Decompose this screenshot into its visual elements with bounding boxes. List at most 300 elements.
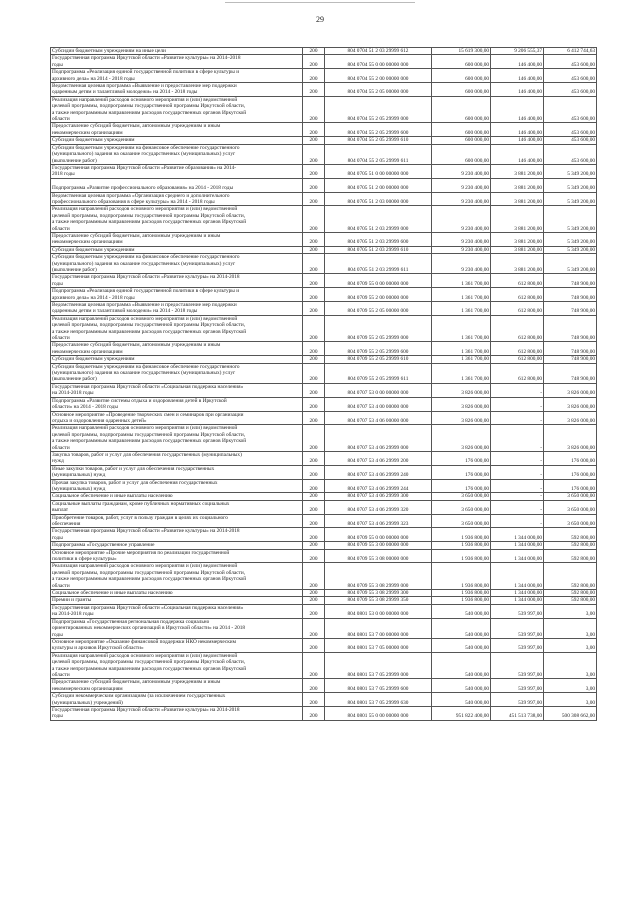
cell-department-code: 200 [303, 48, 325, 55]
cell-unexecuted-amount: 5 349 200,00 [544, 232, 597, 246]
cell-department-code: 200 [303, 514, 325, 528]
cell-approved-amount: 3 826 000,00 [432, 425, 491, 452]
cell-approved-amount: 1 361 700,00 [432, 363, 491, 383]
table-row [51, 542, 597, 549]
cell-unexecuted-amount: 3 650 000,00 [544, 500, 597, 514]
cell-executed-amount: 3 881 200,00 [491, 178, 544, 192]
cell-department-code: 200 [303, 638, 325, 652]
cell-executed-amount: 1 344 000,00 [491, 590, 544, 597]
cell-department-code: 200 [303, 144, 325, 164]
cell-unexecuted-amount: 453 600,00 [544, 144, 597, 164]
cell-executed-amount: 612 800,00 [491, 302, 544, 316]
cell-budget-classification-code: 804 0801 53 7 05 29999 630 [325, 693, 432, 707]
cell-department-code: 200 [303, 178, 325, 192]
cell-approved-amount: 9 230 400,00 [432, 178, 491, 192]
cell-department-code: 200 [303, 479, 325, 493]
cell-description: Ведомственная целевая программа «Выявление и предоставление мер поддержки одаренным детям и талантливой молодежи» на 2014 - 2018 годы [51, 302, 303, 316]
cell-department-code: 200 [303, 563, 325, 590]
cell-approved-amount: 540 000,00 [432, 652, 491, 679]
table-row [51, 493, 597, 500]
cell-budget-classification-code: 804 0709 55 3 08 00000 000 [325, 549, 432, 563]
cell-unexecuted-amount: 3 650 000,00 [544, 514, 597, 528]
cell-description: Государственная программа Иркутской области «Развитие образования» на 2014- 2018 годы [51, 164, 303, 178]
cell-approved-amount: 540 000,00 [432, 679, 491, 693]
table-row [51, 500, 597, 514]
cell-budget-classification-code: 804 0707 53 4 06 29999 300 [325, 493, 432, 500]
cell-approved-amount: 3 826 000,00 [432, 383, 491, 397]
cell-description: Ведомственная целевая программа «Организация среднего и дополнительного профессионального образования в сфере культуры» на 2014 - 2018 годы [51, 192, 303, 206]
cell-budget-classification-code: 804 0709 55 2 05 29999 610 [325, 356, 432, 363]
cell-unexecuted-amount: 748 900,00 [544, 363, 597, 383]
cell-description: Премии и гранты [51, 597, 303, 604]
cell-department-code: 200 [303, 246, 325, 253]
cell-description: Ведомственная целевая программа «Выявление и предоставление мер поддержки одаренным детям и талантливой молодежи» на 2014 - 2018 годы [51, 83, 303, 97]
cell-unexecuted-amount: 3 826 000,00 [544, 383, 597, 397]
cell-unexecuted-amount: 3 826 000,00 [544, 425, 597, 452]
table-row [51, 288, 597, 302]
cell-description: Предоставление субсидий бюджетным, автономным учреждениям и иным некоммерческим организациям [51, 342, 303, 356]
cell-unexecuted-amount: 3,00 [544, 652, 597, 679]
cell-department-code: 200 [303, 55, 325, 69]
cell-executed-amount: 3 881 200,00 [491, 232, 544, 246]
cell-approved-amount: 176 000,00 [432, 451, 491, 465]
cell-approved-amount: 951 822 400,00 [432, 706, 491, 720]
cell-description: Подпрограмма «Государственное управление [51, 542, 303, 549]
cell-description: Государственная программа Иркутской области «Развитие культуры» на 2014–2018 годы [51, 55, 303, 69]
cell-description: Подпрограмма «Развитие системы отдыха и оздоровления детей в Иркутской области» на 2014 - 2018 годы [51, 397, 303, 411]
cell-description: Реализация направлений расходов основного мероприятия и (или) ведомственной целевой программы, подпрограммы государственной программы Иркутской области, а также непрограммным направлениям расходов государственных органов Иркутской области [51, 206, 303, 233]
cell-unexecuted-amount: 5 349 200,00 [544, 246, 597, 253]
cell-budget-classification-code: 804 0709 55 0 00 00000 000 [325, 528, 432, 542]
table-row [51, 514, 597, 528]
cell-executed-amount: 612 800,00 [491, 288, 544, 302]
table-row [51, 192, 597, 206]
cell-description: Социальное обеспечение и иные выплаты населению [51, 493, 303, 500]
cell-approved-amount: 3 650 000,00 [432, 514, 491, 528]
cell-department-code: 200 [303, 411, 325, 425]
cell-description: Основное мероприятие «Оказание финансовой поддержки НКО некоммерческим культуры и архивов Иркутской области» [51, 638, 303, 652]
cell-unexecuted-amount: 5 349 200,00 [544, 254, 597, 274]
cell-department-code: 200 [303, 254, 325, 274]
cell-budget-classification-code: 804 0705 51 2 03 29999 600 [325, 232, 432, 246]
cell-unexecuted-amount: 5 349 200,00 [544, 192, 597, 206]
cell-approved-amount: 9 230 400,00 [432, 254, 491, 274]
cell-department-code: 200 [303, 618, 325, 638]
cell-unexecuted-amount: 748 900,00 [544, 356, 597, 363]
cell-unexecuted-amount: 3 650 000,00 [544, 493, 597, 500]
cell-unexecuted-amount: 5 349 200,00 [544, 164, 597, 178]
cell-department-code: 200 [303, 528, 325, 542]
cell-executed-amount: 3 881 200,00 [491, 246, 544, 253]
cell-unexecuted-amount: 453 600,00 [544, 83, 597, 97]
cell-department-code: 200 [303, 590, 325, 597]
table-row [51, 206, 597, 233]
cell-unexecuted-amount: 176 000,00 [544, 479, 597, 493]
cell-executed-amount: 3 881 200,00 [491, 254, 544, 274]
cell-description: Субсидии бюджетным учреждениям на финансовое обеспечение государственного (муниципального) задания на оказание государственных (муниципальных) услуг (выполнение работ) [51, 363, 303, 383]
cell-approved-amount: 3 650 000,00 [432, 493, 491, 500]
cell-budget-classification-code: 804 0709 55 2 00 00000 000 [325, 288, 432, 302]
cell-department-code: 200 [303, 232, 325, 246]
cell-executed-amount: 1 344 000,00 [491, 542, 544, 549]
cell-department-code: 200 [303, 83, 325, 97]
table-row [51, 479, 597, 493]
cell-description: Предоставление субсидий бюджетным, автономным учреждениям и иным некоммерческим организациям [51, 232, 303, 246]
cell-budget-classification-code: 804 0707 53 0 00 00000 000 [325, 383, 432, 397]
cell-executed-amount: - [491, 451, 544, 465]
cell-budget-classification-code: 804 0704 55 2 05 00000 000 [325, 83, 432, 97]
cell-executed-amount: 146 400,00 [491, 83, 544, 97]
cell-unexecuted-amount: 748 900,00 [544, 274, 597, 288]
table-row [51, 679, 597, 693]
cell-description: Государственная программа Иркутской области «Социальная поддержка населения» на 2014-2018 годы [51, 383, 303, 397]
cell-department-code: 200 [303, 274, 325, 288]
table-row [51, 96, 597, 123]
cell-unexecuted-amount: 592 800,00 [544, 597, 597, 604]
header-rule [225, 2, 415, 3]
cell-executed-amount: 146 400,00 [491, 69, 544, 83]
cell-approved-amount: 1 361 700,00 [432, 274, 491, 288]
cell-unexecuted-amount: 592 800,00 [544, 563, 597, 590]
cell-description: Субсидии некоммерческим организациям (за исключением государственных (муниципальных) учреждений) [51, 693, 303, 707]
table-row [51, 137, 597, 144]
cell-budget-classification-code: 804 0705 51 2 03 29999 611 [325, 254, 432, 274]
cell-description: Подпрограмма «Развитие профессионального образования» на 2014 - 2018 годы [51, 178, 303, 192]
cell-department-code: 200 [303, 549, 325, 563]
table-row [51, 528, 597, 542]
cell-description: Субсидии бюджетным учреждениям [51, 137, 303, 144]
cell-description: Субсидии бюджетным учреждениям [51, 356, 303, 363]
table-row [51, 315, 597, 342]
cell-approved-amount: 540 000,00 [432, 618, 491, 638]
cell-description: Подпрограмма «Государственная региональная поддержка социально ориентированных некоммерческих организаций в Иркутской области» на 2014 - 2018 годы [51, 618, 303, 638]
cell-description: Реализация направлений расходов основного мероприятия и (или) ведомственной целевой программы, подпрограммы государственной программы Иркутской области, а также непрограммным направлениям расходов государственных органов Иркутской области [51, 425, 303, 452]
cell-unexecuted-amount: 5 349 200,00 [544, 206, 597, 233]
cell-executed-amount: 146 400,00 [491, 123, 544, 137]
cell-description: Прочая закупка товаров, работ и услуг для обеспечения государственных (муниципальных) нужд [51, 479, 303, 493]
cell-approved-amount: 9 230 400,00 [432, 232, 491, 246]
cell-department-code: 200 [303, 342, 325, 356]
cell-budget-classification-code: 804 0704 55 2 00 00000 000 [325, 69, 432, 83]
table-row [51, 597, 597, 604]
table-row [51, 164, 597, 178]
cell-department-code: 200 [303, 597, 325, 604]
cell-unexecuted-amount: 453 600,00 [544, 69, 597, 83]
cell-department-code: 200 [303, 500, 325, 514]
cell-approved-amount: 1 361 700,00 [432, 342, 491, 356]
cell-budget-classification-code: 804 0709 55 2 05 29999 611 [325, 363, 432, 383]
budget-table [50, 47, 597, 721]
cell-department-code: 200 [303, 288, 325, 302]
cell-department-code: 200 [303, 397, 325, 411]
cell-unexecuted-amount: 3 826 000,00 [544, 411, 597, 425]
cell-description: Предоставление субсидий бюджетным, автономным учреждениям и иным некоммерческим организациям [51, 679, 303, 693]
table-row [51, 342, 597, 356]
cell-description: Закупка товаров, работ и услуг для обеспечения государственных (муниципальных) нужд [51, 451, 303, 465]
table-row [51, 618, 597, 638]
cell-approved-amount: 600 000,00 [432, 69, 491, 83]
cell-executed-amount: 146 400,00 [491, 144, 544, 164]
cell-description: Социальные выплаты гражданам, кроме публичных нормативных социальных выплат [51, 500, 303, 514]
cell-executed-amount: 539 997,00 [491, 618, 544, 638]
cell-executed-amount: 612 800,00 [491, 315, 544, 342]
cell-budget-classification-code: 804 0707 53 4 06 29999 200 [325, 451, 432, 465]
cell-budget-classification-code: 804 0801 53 7 05 00000 000 [325, 638, 432, 652]
cell-approved-amount: 1 936 800,00 [432, 542, 491, 549]
cell-department-code: 200 [303, 604, 325, 618]
table-row [51, 55, 597, 69]
cell-approved-amount: 3 826 000,00 [432, 411, 491, 425]
cell-executed-amount: - [491, 493, 544, 500]
cell-budget-classification-code: 804 0707 53 4 06 29999 320 [325, 500, 432, 514]
cell-executed-amount: - [491, 465, 544, 479]
cell-department-code: 200 [303, 425, 325, 452]
cell-description: Основное мероприятие «Проведение творческих смен и семинаров при организации отдыха и оздоровления одаренных детей» [51, 411, 303, 425]
cell-budget-classification-code: 804 0709 55 2 05 29999 000 [325, 315, 432, 342]
cell-budget-classification-code: 804 0704 55 2 05 29999 610 [325, 137, 432, 144]
cell-unexecuted-amount: 748 900,00 [544, 315, 597, 342]
cell-approved-amount: 9 230 400,00 [432, 164, 491, 178]
cell-executed-amount: 612 800,00 [491, 274, 544, 288]
cell-executed-amount: 539 997,00 [491, 693, 544, 707]
cell-approved-amount: 1 361 700,00 [432, 315, 491, 342]
cell-description: Приобретение товаров, работ, услуг в пользу граждан в целях их социального обеспечения [51, 514, 303, 528]
cell-executed-amount: 539 997,00 [491, 604, 544, 618]
cell-description: Реализация направлений расходов основного мероприятия и (или) ведомственной целевой программы, подпрограммы государственной программы Иркутской области, а также непрограммным направлениям расходов государственных органов Иркутской области [51, 315, 303, 342]
cell-description: Государственная программа Иркутской области «Социальная поддержка населения» на 2014-2018 годы [51, 604, 303, 618]
cell-budget-classification-code: 804 0707 53 4 06 29999 000 [325, 425, 432, 452]
cell-executed-amount: 146 400,00 [491, 137, 544, 144]
cell-budget-classification-code: 804 0801 53 0 00 00000 000 [325, 604, 432, 618]
table-row [51, 123, 597, 137]
table-row [51, 693, 597, 707]
cell-executed-amount: 3 881 200,00 [491, 164, 544, 178]
cell-department-code: 200 [303, 69, 325, 83]
table-row [51, 706, 597, 720]
cell-executed-amount: - [491, 425, 544, 452]
cell-unexecuted-amount: 592 800,00 [544, 549, 597, 563]
table-row [51, 246, 597, 253]
cell-executed-amount: - [491, 411, 544, 425]
cell-executed-amount: 1 344 000,00 [491, 549, 544, 563]
table-row [51, 83, 597, 97]
cell-unexecuted-amount: 3,00 [544, 679, 597, 693]
cell-budget-classification-code: 804 0707 53 4 06 00000 000 [325, 411, 432, 425]
cell-approved-amount: 1 936 800,00 [432, 597, 491, 604]
cell-unexecuted-amount: 592 800,00 [544, 528, 597, 542]
cell-department-code: 200 [303, 96, 325, 123]
cell-department-code: 200 [303, 465, 325, 479]
cell-approved-amount: 600 000,00 [432, 96, 491, 123]
cell-budget-classification-code: 804 0801 55 0 00 00000 000 [325, 706, 432, 720]
cell-executed-amount: - [491, 500, 544, 514]
cell-unexecuted-amount: 3,00 [544, 618, 597, 638]
cell-executed-amount: 9 206 555,37 [491, 48, 544, 55]
table-row [51, 48, 597, 55]
cell-description: Субсидии бюджетным учреждениям на финансовое обеспечение государственного (муниципального) задания на оказание государственных (муниципальных) услуг (выполнение работ) [51, 254, 303, 274]
cell-approved-amount: 1 936 800,00 [432, 549, 491, 563]
table-row [51, 563, 597, 590]
cell-budget-classification-code: 804 0707 53 4 06 29999 240 [325, 465, 432, 479]
table-row [51, 363, 597, 383]
table-row [51, 254, 597, 274]
cell-department-code: 200 [303, 542, 325, 549]
cell-unexecuted-amount: 453 600,00 [544, 55, 597, 69]
cell-department-code: 200 [303, 206, 325, 233]
table-row [51, 397, 597, 411]
cell-budget-classification-code: 804 0709 55 3 08 29999 000 [325, 563, 432, 590]
cell-executed-amount: 539 997,00 [491, 638, 544, 652]
cell-unexecuted-amount: 748 900,00 [544, 302, 597, 316]
cell-department-code: 200 [303, 123, 325, 137]
cell-budget-classification-code: 804 0705 51 2 03 29999 000 [325, 206, 432, 233]
page-number: 29 [316, 15, 324, 24]
cell-budget-classification-code: 804 0709 55 0 00 00000 000 [325, 274, 432, 288]
cell-budget-classification-code: 804 0704 55 2 05 29999 611 [325, 144, 432, 164]
cell-description: Подпрограмма «Реализация единой государственной политики в сфере культуры и архивного дела» на 2014 - 2018 годы [51, 288, 303, 302]
cell-approved-amount: 1 936 800,00 [432, 590, 491, 597]
cell-approved-amount: 3 826 000,00 [432, 397, 491, 411]
cell-budget-classification-code: 804 0705 51 2 03 29999 610 [325, 246, 432, 253]
cell-unexecuted-amount: 5 349 200,00 [544, 178, 597, 192]
cell-unexecuted-amount: 3,00 [544, 604, 597, 618]
cell-description: Предоставление субсидий бюджетным, автономным учреждениям и иным некоммерческим организациям [51, 123, 303, 137]
cell-unexecuted-amount: 453 600,00 [544, 123, 597, 137]
cell-approved-amount: 9 230 400,00 [432, 206, 491, 233]
cell-description: Реализация направлений расходов основного мероприятия и (или) ведомственной целевой программы, подпрограммы государственной программы Иркутской области, а также непрограммным направлениям расходов государственных органов Иркутской области [51, 563, 303, 590]
cell-budget-classification-code: 804 0705 51 2 00 00000 000 [325, 178, 432, 192]
cell-unexecuted-amount: 3,00 [544, 638, 597, 652]
cell-unexecuted-amount: 3,00 [544, 693, 597, 707]
cell-description: Основное мероприятие «Прочие мероприятия по реализации государственной политики в сфере культуры» [51, 549, 303, 563]
cell-approved-amount: 600 000,00 [432, 144, 491, 164]
cell-unexecuted-amount: 453 600,00 [544, 96, 597, 123]
cell-budget-classification-code: 804 0709 55 3 00 00000 000 [325, 542, 432, 549]
cell-unexecuted-amount: 500 308 662,00 [544, 706, 597, 720]
cell-approved-amount: 15 619 300,00 [432, 48, 491, 55]
cell-budget-classification-code: 804 0709 55 2 05 00000 000 [325, 302, 432, 316]
cell-approved-amount: 600 000,00 [432, 123, 491, 137]
cell-executed-amount: 3 881 200,00 [491, 206, 544, 233]
cell-executed-amount: 539 997,00 [491, 652, 544, 679]
cell-approved-amount: 9 230 400,00 [432, 246, 491, 253]
cell-approved-amount: 9 230 400,00 [432, 192, 491, 206]
cell-department-code: 200 [303, 137, 325, 144]
cell-approved-amount: 1 936 800,00 [432, 563, 491, 590]
cell-department-code: 200 [303, 706, 325, 720]
cell-executed-amount: 1 344 000,00 [491, 597, 544, 604]
cell-approved-amount: 600 000,00 [432, 55, 491, 69]
cell-unexecuted-amount: 6 412 744,63 [544, 48, 597, 55]
table-row [51, 383, 597, 397]
cell-description: Субсидии бюджетным учреждениям [51, 246, 303, 253]
table-row [51, 274, 597, 288]
cell-department-code: 200 [303, 315, 325, 342]
cell-unexecuted-amount: 592 800,00 [544, 590, 597, 597]
table-row [51, 638, 597, 652]
cell-description: Государственная программа Иркутской области «Развитие культуры» на 2014-2018 годы [51, 274, 303, 288]
cell-department-code: 200 [303, 164, 325, 178]
cell-department-code: 200 [303, 363, 325, 383]
cell-description: Подпрограмма «Реализация единой государственной политики в сфере культуры и архивного дела» на 2014 - 2018 годы [51, 69, 303, 83]
cell-description: Субсидии бюджетным учреждениям на финансовое обеспечение государственного (муниципального) задания на оказание государственных (муниципальных) услуг (выполнение работ) [51, 144, 303, 164]
cell-department-code: 200 [303, 356, 325, 363]
table-row [51, 411, 597, 425]
cell-executed-amount: - [491, 383, 544, 397]
table-row [51, 144, 597, 164]
budget-table-body [51, 48, 597, 721]
table-row [51, 356, 597, 363]
table-row [51, 425, 597, 452]
cell-executed-amount: 612 800,00 [491, 356, 544, 363]
cell-department-code: 200 [303, 192, 325, 206]
cell-approved-amount: 1 361 700,00 [432, 356, 491, 363]
cell-description: Реализация направлений расходов основного мероприятия и (или) ведомственной целевой программы, подпрограммы государственной программы Иркутской области, а также непрограммным направлениям расходов государственных органов Иркутской области [51, 96, 303, 123]
cell-budget-classification-code: 804 0705 51 0 00 00000 000 [325, 164, 432, 178]
cell-executed-amount: 146 400,00 [491, 55, 544, 69]
cell-budget-classification-code: 804 0704 55 0 00 00000 000 [325, 55, 432, 69]
cell-approved-amount: 600 000,00 [432, 83, 491, 97]
cell-description: Государственная программа Иркутской области «Развитие культуры» на 2014-2018 годы [51, 706, 303, 720]
cell-executed-amount: 612 800,00 [491, 342, 544, 356]
cell-approved-amount: 176 000,00 [432, 465, 491, 479]
cell-approved-amount: 1 361 700,00 [432, 302, 491, 316]
cell-executed-amount: 3 881 200,00 [491, 192, 544, 206]
cell-unexecuted-amount: 3 826 000,00 [544, 397, 597, 411]
cell-executed-amount: 612 800,00 [491, 363, 544, 383]
cell-budget-classification-code: 804 0801 53 7 05 29999 000 [325, 652, 432, 679]
cell-department-code: 200 [303, 693, 325, 707]
cell-unexecuted-amount: 592 800,00 [544, 542, 597, 549]
cell-department-code: 200 [303, 679, 325, 693]
cell-budget-classification-code: 804 0704 51 2 03 29999 612 [325, 48, 432, 55]
cell-budget-classification-code: 804 0709 55 3 08 29999 350 [325, 597, 432, 604]
cell-budget-classification-code: 804 0707 53 4 06 29999 323 [325, 514, 432, 528]
cell-budget-classification-code: 804 0707 53 4 00 00000 000 [325, 397, 432, 411]
cell-department-code: 200 [303, 383, 325, 397]
table-row [51, 465, 597, 479]
cell-executed-amount: 146 400,00 [491, 96, 544, 123]
cell-executed-amount: - [491, 397, 544, 411]
cell-unexecuted-amount: 176 000,00 [544, 451, 597, 465]
cell-executed-amount: 539 997,00 [491, 679, 544, 693]
table-row [51, 652, 597, 679]
cell-budget-classification-code: 804 0801 53 7 00 00000 000 [325, 618, 432, 638]
cell-department-code: 200 [303, 493, 325, 500]
cell-description: Социальное обеспечение и иные выплаты населению [51, 590, 303, 597]
cell-description: Субсидии бюджетным учреждениям на иные цели [51, 48, 303, 55]
cell-approved-amount: 540 000,00 [432, 604, 491, 618]
cell-department-code: 200 [303, 302, 325, 316]
cell-executed-amount: - [491, 514, 544, 528]
cell-executed-amount: - [491, 479, 544, 493]
cell-approved-amount: 176 000,00 [432, 479, 491, 493]
cell-budget-classification-code: 804 0705 51 2 03 00000 000 [325, 192, 432, 206]
table-row [51, 451, 597, 465]
cell-budget-classification-code: 804 0801 53 7 05 29999 600 [325, 679, 432, 693]
cell-approved-amount: 600 000,00 [432, 137, 491, 144]
table-row [51, 590, 597, 597]
cell-description: Государственная программа Иркутской области «Развитие культуры» на 2014-2018 годы [51, 528, 303, 542]
cell-department-code: 200 [303, 451, 325, 465]
cell-budget-classification-code: 804 0709 55 2 05 29999 600 [325, 342, 432, 356]
cell-executed-amount: 451 513 738,00 [491, 706, 544, 720]
cell-approved-amount: 540 000,00 [432, 693, 491, 707]
table-row [51, 604, 597, 618]
cell-unexecuted-amount: 748 900,00 [544, 288, 597, 302]
table-row [51, 69, 597, 83]
cell-description: Реализация направлений расходов основного мероприятия и (или) ведомственной целевой программы, подпрограммы государственной программы Иркутской области, а также непрограммным направлениям расходов государственных органов Иркутской области [51, 652, 303, 679]
